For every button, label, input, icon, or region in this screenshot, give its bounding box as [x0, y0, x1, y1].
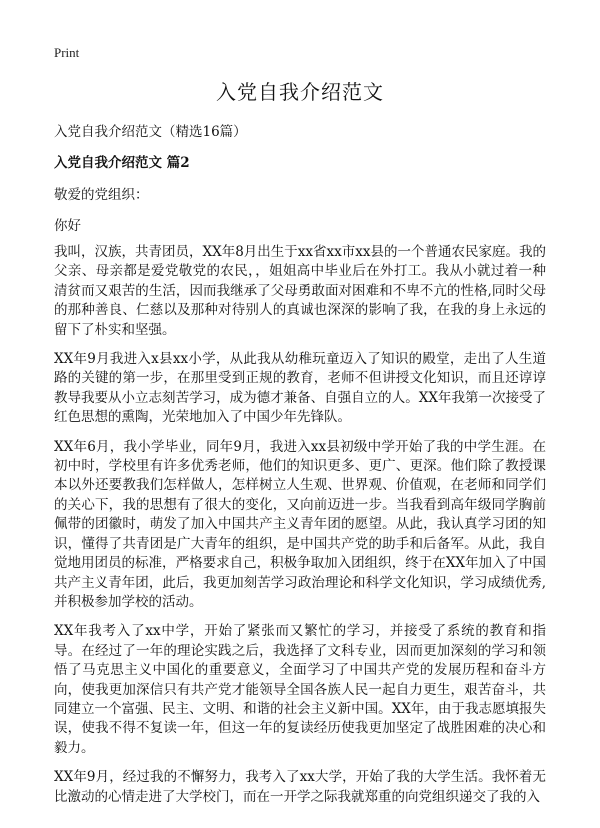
document-subtitle: 入党自我介绍范文（精选16篇）: [54, 124, 247, 140]
hello-line: 你好: [54, 218, 81, 234]
paragraph-4: XX年我考入了xx中学，开始了紧张而又繁忙的学习，并接受了系统的教育和指导。在经过了一年的理论实践之后，我选择了文科专业，因而更加深刻的学习和领悟了马克思主义中国化的重要意义，全面学习了中国共产党的发展历程和奋斗方向，使我更加深信只有共产党才能领导全国各族人民一起自力更生，艰苦奋斗，共同建立一个富强、民主、文明、和谐的社会主义新中国。XX年，由于我志愿填报失误，使我不得不复读一年，但这一年的复读经历使我更加坚定了战胜困难的决心和毅力。: [54, 623, 546, 756]
body-text: [54, 243, 546, 817]
greeting-line: 敬爱的党组织：: [54, 187, 149, 203]
document-title: 入党自我介绍范文: [216, 80, 384, 104]
paragraph-5: XX年9月，经过我的不懈努力，我考入了xx大学，开始了我的大学生活。我怀着无比激动的心情走进了大学校门，而在一开学之际我就郑重的向党组织递交了我的入: [54, 769, 546, 805]
paragraph-3: XX年6月，我小学毕业，同年9月，我进入xx县初级中学开始了我的中学生涯。在初中时，学校里有许多优秀老师，他们的知识更多、更广、更深。他们除了教授课本以外还要教我们怎样做人，怎样树立人生观、世界观、价值观，在老师和同学们的关心下，我的思想有了很大的变化，又向前迈进一步。当我看到高年级同学胸前佩带的团徽时，萌发了加入中国共产主义青年团的愿望。从此，我认真学习团的知识，懂得了共青团是广大青年的组织，是中国共产党的助手和后备军。从此，我自觉地用团员的标准，严格要求自己，积极争取加入团组织，终于在XX年加入了中国共产主义青年团，此后，我更加刻苦学习政治理论和科学文化知识，学习成绩优秀,并积极参加学校的活动。: [54, 438, 546, 610]
print-link[interactable]: Print: [54, 45, 80, 60]
section-heading: 入党自我介绍范文 篇2: [54, 155, 190, 171]
paragraph-2: XX年9月我进入x县xx小学，从此我从幼稚玩童迈入了知识的殿堂，走出了人生道路的关键的第一步，在那里受到正规的教育，老师不但讲授文化知识，而且还谆谆教导我要从小立志刻苦学习，成为德才兼备、自强自立的人。XX年我第一次接受了红色思想的熏陶，光荣地加入了中国少年先锋队。: [54, 351, 546, 426]
paragraph-1: 我叫，汉族，共青团员，XX年8月出生于xx省xx市xx县的一个普通农民家庭。我的父亲、母亲都是爱党敬党的农民，，姐姐高中毕业后在外打工。我从小就过着一种清贫而又艰苦的生活，因而我继承了父母勇敢面对困难和不卑不亢的性格,同时父母的那种善良、仁慈以及那种对待别人的真诚也深深的影响了我，在我的身上永远的留下了朴实和坚强。: [54, 244, 546, 338]
